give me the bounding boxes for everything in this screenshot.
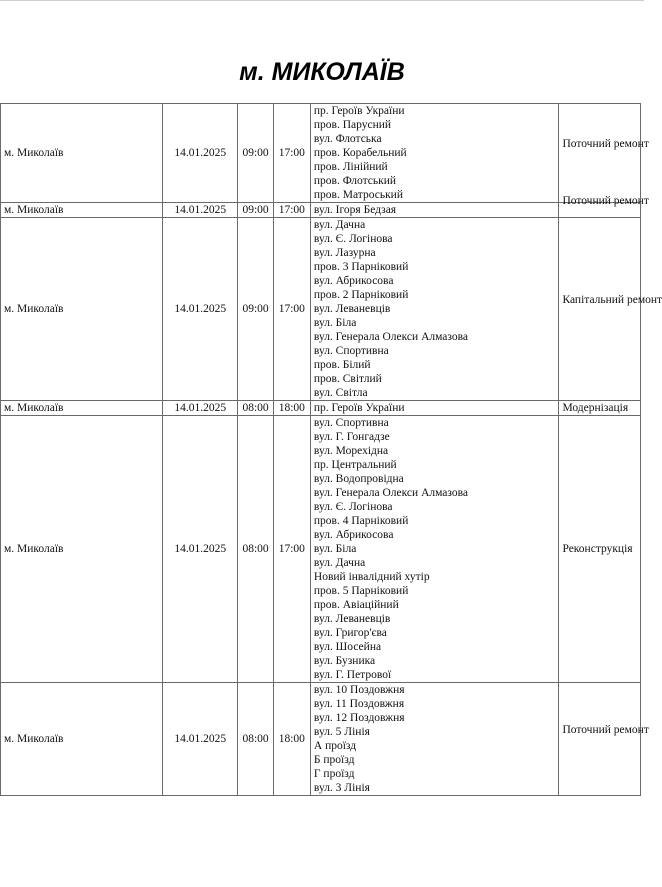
street-item: Г проїзд bbox=[313, 768, 355, 780]
end-time-cell: 17:00 bbox=[273, 416, 310, 683]
street-item: вул. Є. Логінова bbox=[313, 233, 393, 245]
street-item: Новий інвалідний хутір bbox=[313, 571, 430, 583]
street-item: вул. Спортивна bbox=[313, 417, 389, 429]
street-item: вул. Абрикосова bbox=[313, 529, 394, 541]
city-cell: м. Миколаїв bbox=[1, 203, 163, 218]
street-item: вул. Григор'єва bbox=[313, 627, 387, 639]
work-type-cell bbox=[559, 401, 641, 416]
street-item: вул. Лазурна bbox=[313, 247, 376, 259]
table-row bbox=[1, 683, 641, 796]
street-item: А проїзд bbox=[313, 740, 357, 752]
street-item: вул. Леваневців bbox=[313, 303, 391, 315]
work-type-label: Капітальний ремонт bbox=[562, 294, 662, 306]
street-item: вул. Дачна bbox=[313, 219, 366, 231]
city-cell: м. Миколаїв bbox=[1, 416, 163, 683]
street-item: пров. 5 Парніковий bbox=[313, 585, 409, 597]
street-item: пров. Авіаційний bbox=[313, 599, 399, 611]
table-row bbox=[1, 401, 641, 416]
street-item: вул. Біла bbox=[313, 543, 357, 555]
streets-cell bbox=[310, 416, 559, 683]
date-cell: 14.01.2025 bbox=[163, 401, 238, 416]
street-item: пров. Матроський bbox=[313, 189, 403, 201]
street-item: вул. Абрикосова bbox=[313, 275, 394, 287]
street-item: пров. 3 Парніковий bbox=[313, 261, 409, 273]
street-item: пров. Світлий bbox=[313, 373, 382, 385]
street-item: вул. Шосейна bbox=[313, 641, 382, 653]
start-time-cell: 08:00 bbox=[238, 416, 273, 683]
street-item: вул. 5 Лінія bbox=[313, 726, 370, 738]
street-item: вул. Світла bbox=[313, 387, 368, 399]
street-item: пров. Лінійний bbox=[313, 161, 388, 173]
street-item: пров. Білий bbox=[313, 359, 371, 371]
work-type-label: Поточний ремонт bbox=[562, 724, 649, 736]
work-type-cell bbox=[559, 104, 649, 203]
table-row bbox=[1, 203, 641, 218]
start-time-cell: 08:00 bbox=[238, 401, 273, 416]
street-item: вул. Генерала Олекси Алмазова bbox=[313, 331, 469, 343]
end-time-cell: 18:00 bbox=[273, 401, 310, 416]
city-cell: м. Миколаїв bbox=[1, 683, 163, 796]
street-item: пр. Героїв України bbox=[313, 402, 405, 414]
page-title: м. МИКОЛАЇВ bbox=[239, 58, 405, 86]
city-cell: м. Миколаїв bbox=[1, 218, 163, 401]
street-item: вул. Леваневців bbox=[313, 613, 391, 625]
street-item: вул. 12 Поздовжня bbox=[313, 712, 405, 724]
street-item: вул. Генерала Олекси Алмазова bbox=[313, 487, 469, 499]
street-item: вул. 10 Поздовжня bbox=[313, 684, 405, 696]
street-item: вул. Водопровідна bbox=[313, 473, 404, 485]
street-item: пров. 2 Парніковий bbox=[313, 289, 409, 301]
work-type-label: Реконструкція bbox=[562, 543, 633, 555]
end-time-cell: 17:00 bbox=[273, 203, 310, 218]
work-type-cell bbox=[559, 218, 662, 401]
date-cell: 14.01.2025 bbox=[163, 416, 238, 683]
work-type-label: Поточний ремонт bbox=[562, 138, 649, 150]
street-item: вул. Г. Петрової bbox=[313, 669, 392, 681]
date-cell: 14.01.2025 bbox=[163, 683, 238, 796]
city-cell: м. Миколаїв bbox=[1, 401, 163, 416]
street-item: вул. 11 Поздовжня bbox=[313, 698, 405, 710]
table-row bbox=[1, 104, 641, 203]
start-time-cell: 09:00 bbox=[238, 218, 273, 401]
streets-cell bbox=[310, 683, 559, 796]
table-row bbox=[1, 218, 641, 401]
streets-cell bbox=[310, 203, 559, 218]
table-row bbox=[1, 416, 641, 683]
city-cell: м. Миколаїв bbox=[1, 104, 163, 203]
street-item: вул. Ігоря Бедзая bbox=[313, 204, 397, 216]
streets-cell bbox=[310, 401, 559, 416]
street-item: вул. Бузника bbox=[313, 655, 376, 667]
street-item: вул. Г. Гонгадзе bbox=[313, 431, 390, 443]
street-item: пров. Парусний bbox=[313, 119, 392, 131]
end-time-cell: 17:00 bbox=[273, 218, 310, 401]
start-time-cell: 09:00 bbox=[238, 104, 273, 203]
street-item: пров. Корабельний bbox=[313, 147, 407, 159]
street-item: Б проїзд bbox=[313, 754, 355, 766]
street-item: пр. Героїв України bbox=[313, 105, 405, 117]
top-divider bbox=[0, 0, 644, 1]
street-item: вул. Спортивна bbox=[313, 345, 389, 357]
street-item: вул. 3 Лінія bbox=[313, 782, 370, 794]
end-time-cell: 18:00 bbox=[273, 683, 310, 796]
date-cell: 14.01.2025 bbox=[163, 104, 238, 203]
start-time-cell: 08:00 bbox=[238, 683, 273, 796]
work-type-cell bbox=[559, 683, 649, 796]
street-item: вул. Є. Логінова bbox=[313, 501, 393, 513]
work-type-label: Модернізація bbox=[562, 402, 629, 414]
date-cell: 14.01.2025 bbox=[163, 218, 238, 401]
start-time-cell: 09:00 bbox=[238, 203, 273, 218]
street-item: вул. Біла bbox=[313, 317, 357, 329]
end-time-cell: 17:00 bbox=[273, 104, 310, 203]
street-item: пр. Центральний bbox=[313, 459, 397, 471]
streets-cell bbox=[310, 218, 559, 401]
work-type-cell bbox=[559, 195, 649, 218]
date-cell: 14.01.2025 bbox=[163, 203, 238, 218]
street-item: вул. Дачна bbox=[313, 557, 366, 569]
work-type-cell bbox=[559, 416, 641, 683]
work-type-label: Поточний ремонт bbox=[562, 195, 649, 207]
street-item: пров. 4 Парніковий bbox=[313, 515, 409, 527]
street-item: вул. Морехідна bbox=[313, 445, 389, 457]
outage-schedule-table bbox=[0, 103, 662, 796]
street-item: вул. Флотська bbox=[313, 133, 382, 145]
streets-cell bbox=[310, 104, 559, 203]
street-item: пров. Флотський bbox=[313, 175, 397, 187]
